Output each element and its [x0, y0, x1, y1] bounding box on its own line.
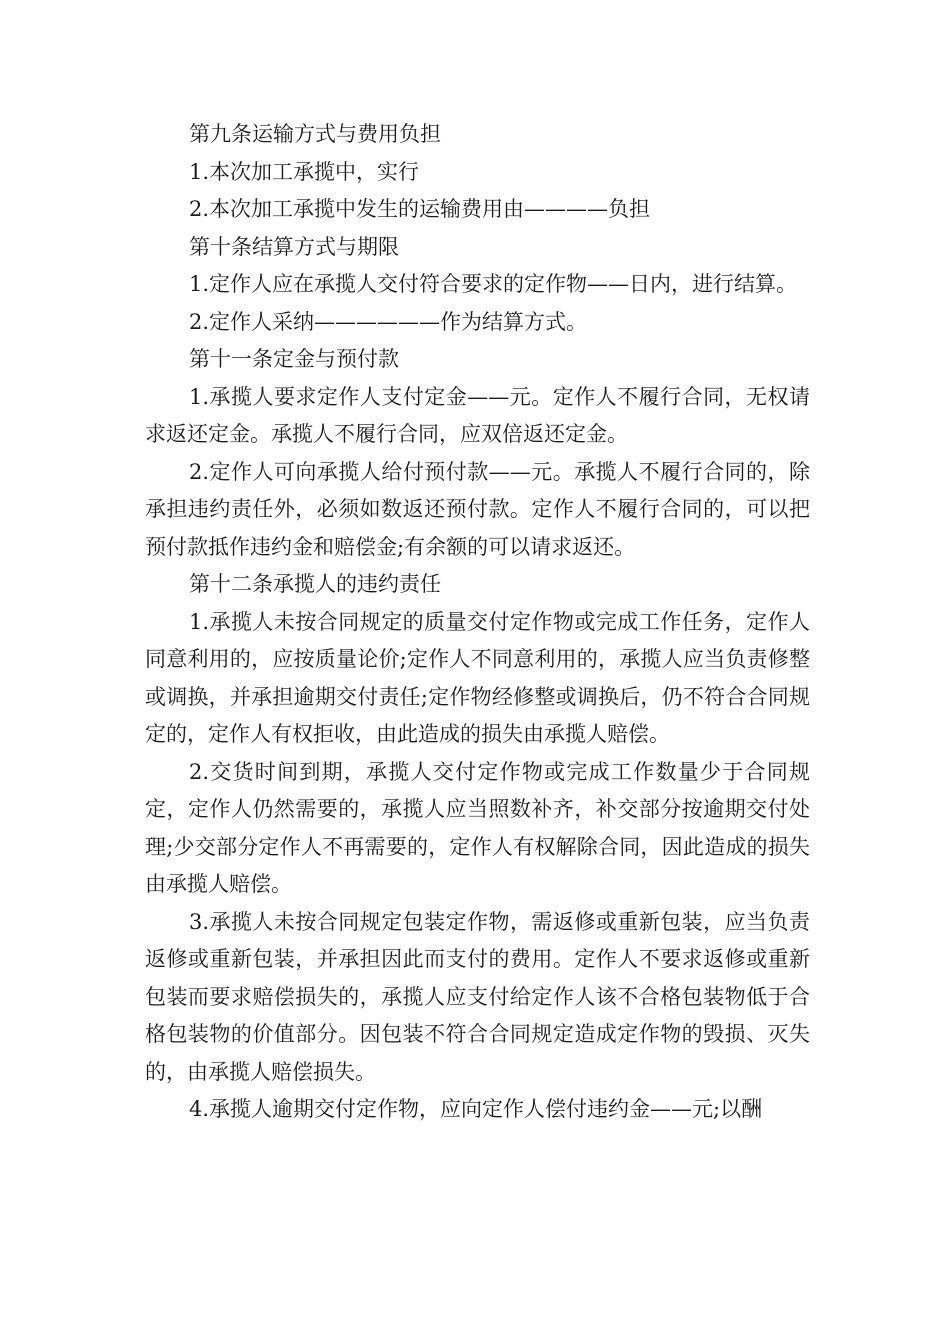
document-body [145, 116, 810, 1129]
section-heading-12: 第十二条承揽人的违约责任 [189, 572, 441, 596]
paragraph: 3.承揽人未按合同规定包装定作物，需返修或重新包装，应当负责返修或重新包装，并承担因此而支付的费用。定作人不要求返修或重新包装而要求赔偿损失的，承揽人应支付给定作人该不合格包装物低于合格包装物的价值部分。因包装不符合合同规定造成定作物的毁损、灭失的，由承揽人赔偿损失。 [145, 909, 810, 1084]
section-heading-11: 第十一条定金与预付款 [189, 347, 399, 371]
paragraph: 2.本次加工承揽中发生的运输费用由————负担 [189, 197, 651, 221]
paragraph: 1.承揽人未按合同规定的质量交付定作物或完成工作任务，定作人同意利用的，应按质量论价;定作人不同意利用的，承揽人应当负责修整或调换，并承担逾期交付责任;定作物经修整或调换后，仍不符合合同规定的，定作人有权拒收，由此造成的损失由承揽人赔偿。 [145, 609, 810, 746]
paragraph: 1.承揽人要求定作人支付定金——元。定作人不履行合同，无权请求返还定金。承揽人不履行合同，应双倍返还定金。 [145, 384, 810, 446]
section-heading-10: 第十条结算方式与期限 [189, 234, 399, 259]
paragraph: 2.定作人采纳——————作为结算方式。 [189, 309, 588, 334]
paragraph: 2.交货时间到期，承揽人交付定作物或完成工作数量少于合同规定，定作人仍然需要的，承揽人应当照数补齐，补交部分按逾期交付处理;少交部分定作人不再需要的，定作人有权解除合同，因此造成的损失由承揽人赔偿。 [145, 759, 810, 896]
section-heading-9: 第九条运输方式与费用负担 [189, 122, 441, 146]
paragraph: 1.定作人应在承揽人交付符合要求的定作物——日内，进行结算。 [189, 272, 798, 296]
paragraph: 4.承揽人逾期交付定作物，应向定作人偿付违约金——元;以酬 [189, 1097, 763, 1121]
paragraph: 2.定作人可向承揽人给付预付款——元。承揽人不履行合同的，除承担违约责任外，必须如数返还预付款。定作人不履行合同的，可以把预付款抵作违约金和赔偿金;有余额的可以请求返还。 [145, 459, 810, 559]
paragraph: 1.本次加工承揽中，实行 [189, 159, 420, 184]
